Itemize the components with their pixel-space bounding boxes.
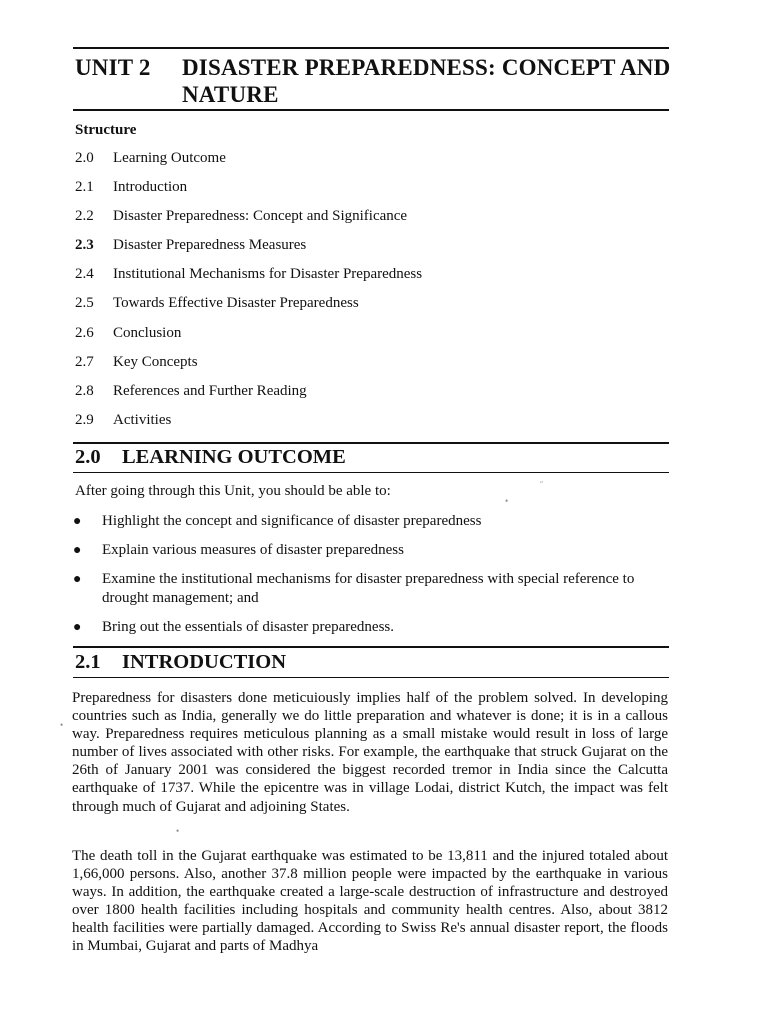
bullet-icon: ● <box>73 572 82 587</box>
introduction-paragraph: Preparedness for disasters done meticuiously implies half of the problem solved. In developing countries such as India, generally we do little preparation and whatever is done; it is in a callous way. Preparedness requires meticulous planning as a small mistake would result in loss of large number of lives associated with other risks. For example, the earthquake that struck Gujarat on the 26th of January 2001 was considered the biggest recorded tremor in India since the Calcutta earthquake of 1737. While the epicentre was in village Lodai, district Kutch, the impact was felt through much of Gujarat and adjoining States. <box>72 690 668 815</box>
structure-item: 2.7 Key Concepts <box>75 353 198 370</box>
unit-heading-rule <box>73 109 669 111</box>
bullet-icon: ● <box>73 514 82 529</box>
section-rule-bottom <box>73 472 669 473</box>
structure-item: 2.9 Activities <box>75 411 172 428</box>
structure-item: 2.1 Introduction <box>75 179 188 196</box>
bullet-icon: ● <box>73 543 82 558</box>
unit-title: DISASTER PREPAREDNESS: CONCEPT AND NATURE <box>182 55 671 107</box>
introduction-heading: 2.1 INTRODUCTION <box>75 651 287 673</box>
learning-outcome-intro: After going through this Unit, you should be able to: <box>75 483 391 499</box>
learning-outcome-heading: 2.0 LEARNING OUTCOME <box>75 446 346 468</box>
structure-label: Structure <box>75 122 137 138</box>
list-item: ● Bring out the essentials of disaster preparedness. <box>73 619 395 635</box>
list-item: ● Examine the institutional mechanisms for disaster preparedness with special reference to drought management; and <box>73 571 635 606</box>
list-item: ● Highlight the concept and significance of disaster preparedness <box>73 513 482 529</box>
introduction-paragraph: The death toll in the Gujarat earthquake was estimated to be 13,811 and the injured totaled about 1,66,000 persons. Also, another 37.8 million people were impacted by the earthquake in various ways. In addition, the earthquake created a large-scale destruction of infrastructure and destroyed over 1800 health facilities including hospitals and community health centres. Also, about 3812 health facilities were partially damaged. According to Swiss Re's annual disaster report, the floods in Mumbai, Gujarat and parts of Madhya <box>72 848 668 955</box>
structure-list <box>75 149 422 440</box>
scan-speck: • <box>176 826 180 836</box>
structure-item: 2.6 Conclusion <box>75 324 182 341</box>
structure-item: 2.3 Disaster Preparedness Measures <box>75 237 307 254</box>
section-rule-top <box>73 646 669 648</box>
structure-item: 2.5 Towards Effective Disaster Preparedness <box>75 295 359 312</box>
section-rule-top <box>73 442 669 444</box>
scan-speck: • <box>60 720 64 730</box>
top-rule <box>73 47 669 49</box>
structure-item: 2.2 Disaster Preparedness: Concept and Significance <box>75 208 408 225</box>
list-item: ● Explain various measures of disaster preparedness <box>73 542 404 558</box>
structure-item: 2.0 Learning Outcome <box>75 150 226 166</box>
section-rule-bottom <box>73 677 669 678</box>
bullet-icon: ● <box>73 620 82 635</box>
unit-number: UNIT 2 <box>75 55 151 80</box>
scan-speck: ˝ <box>540 480 543 490</box>
structure-item: 2.8 References and Further Reading <box>75 382 307 399</box>
learning-outcome-bullets <box>72 512 670 647</box>
scan-speck: • <box>505 496 509 506</box>
structure-item: 2.4 Institutional Mechanisms for Disaster Preparedness <box>75 266 423 283</box>
